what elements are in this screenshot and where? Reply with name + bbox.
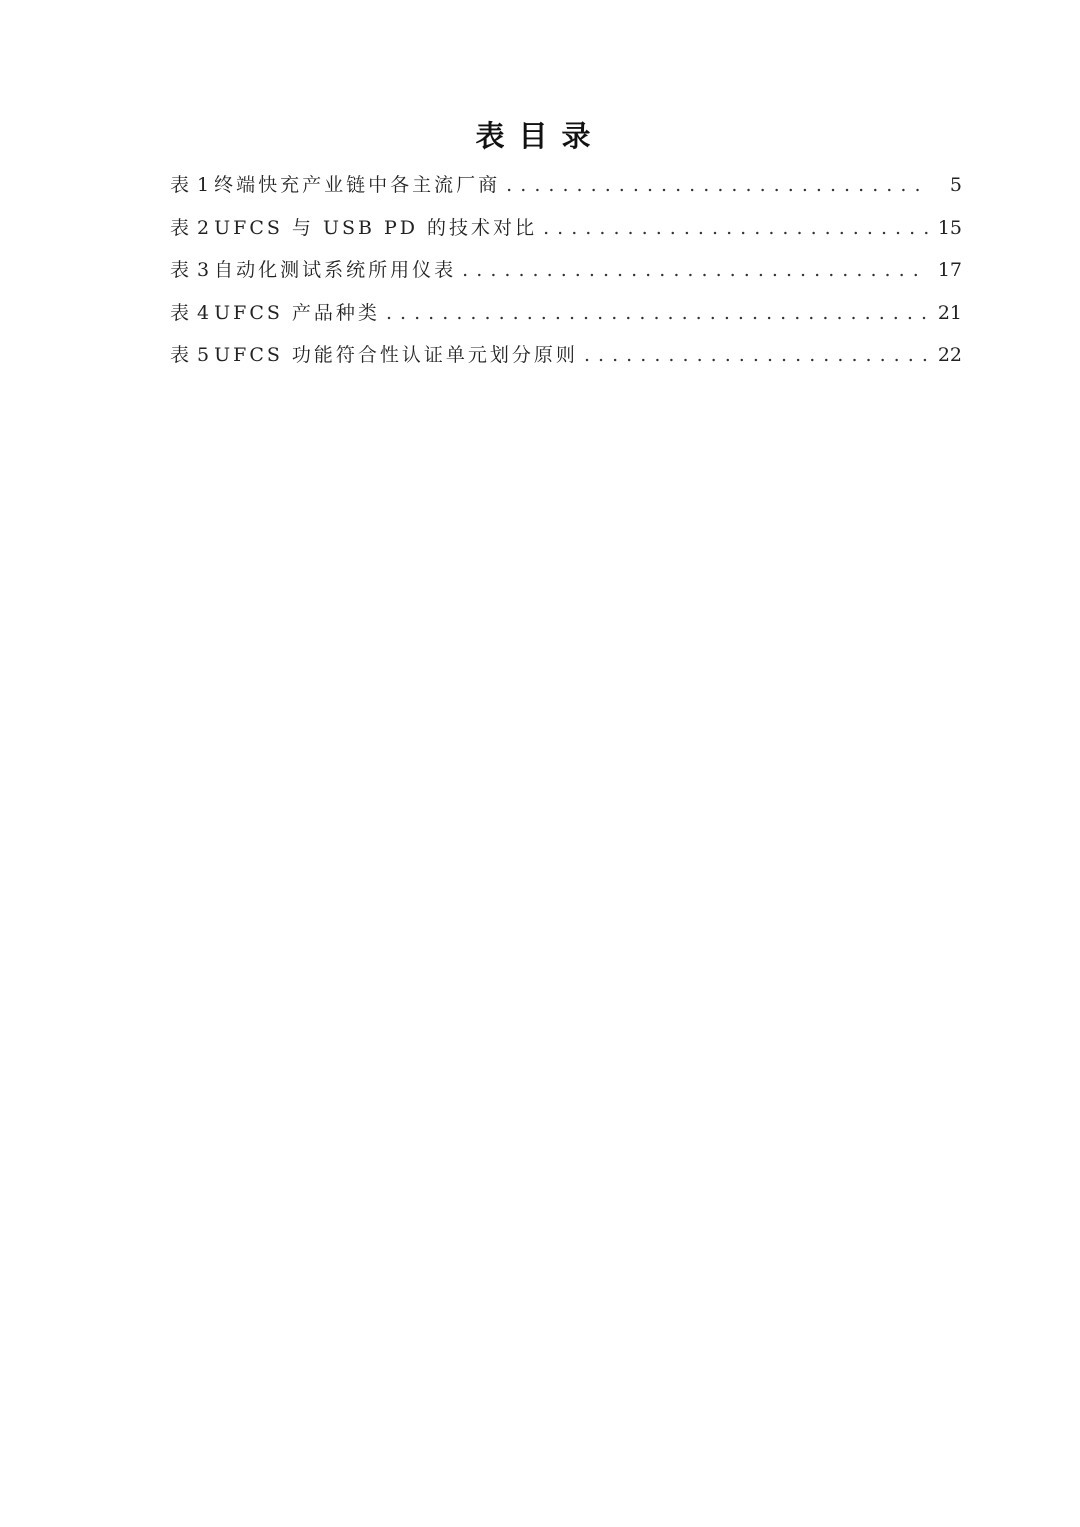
entry-page-number: 15: [937, 216, 962, 239]
entry-label: 表 5: [170, 344, 211, 366]
entry-title: UFCS 产品种类: [214, 301, 380, 324]
toc-entry: [170, 292, 962, 335]
toc-entry: [170, 249, 962, 292]
entry-title: 自动化测试系统所用仪表: [214, 259, 457, 281]
toc-entry: [170, 334, 962, 377]
toc-entry: [170, 207, 962, 250]
toc-entry: [170, 164, 962, 207]
entry-page-number: 21: [937, 301, 962, 324]
entry-title: UFCS 功能符合性认证单元划分原则: [214, 344, 578, 366]
entry-page-number: 22: [937, 344, 962, 366]
entry-label: 表 4: [170, 301, 211, 324]
entry-label: 表 1: [170, 174, 211, 196]
dot-leader: [543, 207, 928, 250]
entry-page-number: 5: [949, 174, 962, 196]
entry-title: UFCS 与 USB PD 的技术对比: [214, 216, 538, 239]
entry-label: 表 3: [170, 259, 211, 281]
table-of-tables: [170, 164, 962, 377]
entry-label: 表 2: [170, 216, 211, 239]
dot-leader: [506, 164, 930, 207]
dot-leader: [462, 249, 928, 292]
entry-page-number: 17: [937, 259, 962, 281]
dot-leader: [386, 292, 928, 335]
entry-title: 终端快充产业链中各主流厂商: [214, 174, 501, 196]
dot-leader: [584, 334, 928, 377]
page-title: 表目录: [475, 119, 605, 153]
